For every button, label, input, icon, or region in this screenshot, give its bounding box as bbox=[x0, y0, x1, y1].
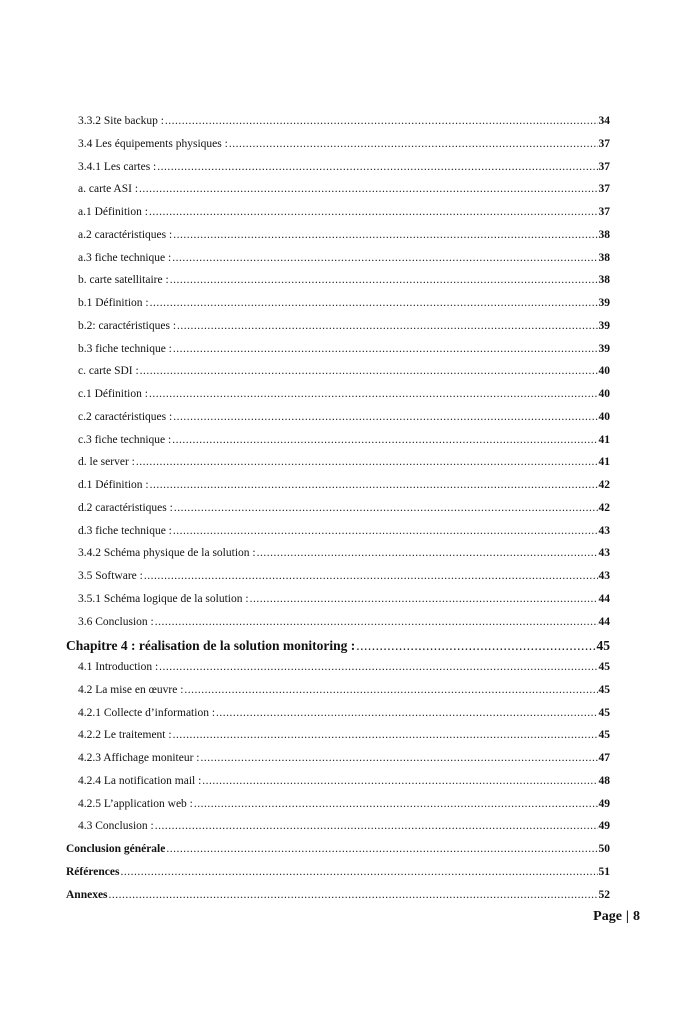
toc-entry-title: 4.2.1 Collecte d’information : bbox=[78, 706, 216, 719]
toc-entry-page: 49 bbox=[598, 797, 610, 810]
toc-entry-page: 37 bbox=[598, 137, 610, 150]
page-separator: | bbox=[625, 909, 629, 924]
toc-entry-title: Références bbox=[66, 865, 120, 878]
toc-entry[interactable] bbox=[66, 206, 610, 229]
toc-entry-page: 45 bbox=[596, 638, 610, 654]
toc-entry-title: 4.2.2 Le traitement : bbox=[78, 729, 172, 742]
dot-leader bbox=[250, 593, 598, 605]
toc-entry-page: 37 bbox=[598, 160, 610, 173]
dot-leader bbox=[144, 570, 598, 582]
toc-entry[interactable] bbox=[66, 388, 610, 411]
toc-entry-page: 45 bbox=[598, 706, 610, 719]
dot-leader bbox=[155, 820, 598, 832]
dot-leader bbox=[150, 479, 598, 491]
toc-entry-title: c.1 Définition : bbox=[78, 388, 148, 400]
toc-entry[interactable] bbox=[66, 752, 610, 775]
toc-entry-title: b.3 fiche technique : bbox=[78, 342, 172, 355]
dot-leader bbox=[356, 638, 595, 654]
dot-leader bbox=[174, 502, 598, 514]
toc-entry[interactable] bbox=[66, 343, 610, 366]
toc-entry-title: 4.1 Introduction : bbox=[78, 661, 159, 673]
dot-leader bbox=[184, 684, 597, 696]
toc-entry-page: 38 bbox=[598, 228, 610, 241]
toc-entry-title: Conclusion générale bbox=[66, 843, 166, 855]
toc-entry-title: b.2: caractéristiques : bbox=[78, 319, 177, 332]
page-footer bbox=[593, 909, 640, 925]
toc-entry[interactable] bbox=[66, 252, 610, 275]
toc-entry-page: 52 bbox=[598, 888, 610, 901]
toc-entry-page: 48 bbox=[598, 774, 610, 787]
toc-entry-page: 44 bbox=[598, 592, 610, 605]
toc-entry-page: 42 bbox=[598, 479, 610, 491]
toc-entry-page: 37 bbox=[598, 183, 610, 196]
toc-entry[interactable] bbox=[66, 616, 610, 639]
toc-entry-title: d.3 fiche technique : bbox=[78, 524, 172, 537]
dot-leader bbox=[177, 320, 597, 332]
toc-entry[interactable] bbox=[66, 707, 610, 730]
dot-leader bbox=[202, 775, 597, 787]
toc-entry-title: 3.6 Conclusion : bbox=[78, 615, 154, 628]
toc-entry[interactable] bbox=[66, 547, 610, 570]
toc-entry-page: 43 bbox=[598, 547, 610, 560]
toc-entry[interactable] bbox=[66, 479, 610, 502]
toc-entry[interactable] bbox=[66, 661, 610, 684]
toc-entry[interactable] bbox=[66, 456, 610, 479]
page-label: Page bbox=[593, 909, 622, 924]
toc-entry-page: 34 bbox=[598, 115, 610, 127]
toc-entry-title: d.1 Définition : bbox=[78, 479, 149, 491]
toc-entry-title: 4.2.4 La notification mail : bbox=[78, 774, 202, 787]
toc-entry-title: a.3 fiche technique : bbox=[78, 251, 172, 264]
toc-entry-title: 4.2.3 Affichage moniteur : bbox=[78, 752, 200, 764]
toc-entry[interactable] bbox=[66, 889, 610, 912]
toc-entry[interactable] bbox=[66, 775, 610, 798]
dot-leader bbox=[229, 138, 598, 150]
toc-entry-title: c.2 caractéristiques : bbox=[78, 410, 173, 423]
dot-leader bbox=[109, 889, 598, 901]
toc-entry[interactable] bbox=[66, 434, 610, 457]
toc-entry[interactable] bbox=[66, 729, 610, 752]
toc-entry-page: 38 bbox=[598, 274, 610, 287]
toc-entry-page: 45 bbox=[598, 683, 610, 696]
dot-leader bbox=[149, 388, 598, 400]
dot-leader bbox=[159, 661, 597, 673]
dot-leader bbox=[139, 183, 597, 195]
table-of-contents bbox=[66, 115, 610, 911]
toc-entry-title: c.3 fiche technique : bbox=[78, 433, 172, 446]
dot-leader bbox=[216, 707, 597, 719]
toc-entry[interactable] bbox=[66, 638, 610, 661]
toc-entry-page: 40 bbox=[598, 388, 610, 400]
dot-leader bbox=[173, 729, 598, 741]
dot-leader bbox=[173, 411, 597, 423]
toc-entry-title: 3.4 Les équipements physiques : bbox=[78, 137, 228, 150]
dot-leader bbox=[157, 161, 597, 173]
dot-leader bbox=[257, 547, 598, 559]
toc-entry-title: a.1 Définition : bbox=[78, 206, 148, 218]
dot-leader bbox=[155, 616, 598, 628]
toc-entry[interactable] bbox=[66, 820, 610, 843]
toc-entry[interactable] bbox=[66, 183, 610, 206]
toc-entry[interactable] bbox=[66, 411, 610, 434]
toc-entry[interactable] bbox=[66, 274, 610, 297]
toc-entry-page: 39 bbox=[598, 342, 610, 355]
toc-entry-page: 43 bbox=[598, 570, 610, 582]
toc-entry-page: 43 bbox=[598, 524, 610, 537]
toc-entry-title: d. le server : bbox=[78, 456, 135, 469]
toc-entry[interactable] bbox=[66, 161, 610, 184]
toc-entry-title: 3.5.1 Schéma logique de la solution : bbox=[78, 592, 249, 605]
toc-entry[interactable] bbox=[66, 684, 610, 707]
dot-leader bbox=[173, 229, 597, 241]
toc-entry[interactable] bbox=[66, 320, 610, 343]
dot-leader bbox=[149, 206, 598, 218]
dot-leader bbox=[173, 343, 598, 355]
toc-entry[interactable] bbox=[66, 525, 610, 548]
toc-entry-page: 40 bbox=[598, 410, 610, 423]
dot-leader bbox=[173, 525, 598, 537]
dot-leader bbox=[165, 115, 598, 127]
toc-entry[interactable] bbox=[66, 866, 610, 889]
toc-entry-title: Chapitre 4 : réalisation de la solution monitoring : bbox=[66, 638, 356, 654]
dot-leader bbox=[140, 365, 598, 377]
page-number: 8 bbox=[633, 909, 640, 924]
toc-entry[interactable] bbox=[66, 229, 610, 252]
toc-entry-title: 3.4.2 Schéma physique de la solution : bbox=[78, 547, 256, 560]
toc-entry-title: a. carte ASI : bbox=[78, 183, 139, 196]
toc-entry[interactable] bbox=[66, 365, 610, 388]
toc-entry-page: 51 bbox=[598, 865, 610, 878]
toc-entry-page: 47 bbox=[598, 752, 610, 764]
toc-entry-page: 39 bbox=[598, 297, 610, 309]
toc-entry-title: b. carte satellitaire : bbox=[78, 274, 169, 287]
dot-leader bbox=[136, 456, 598, 468]
dot-leader bbox=[150, 297, 598, 309]
toc-entry-title: 3.4.1 Les cartes : bbox=[78, 160, 157, 173]
toc-entry[interactable] bbox=[66, 570, 610, 593]
toc-entry-page: 45 bbox=[598, 661, 610, 673]
toc-entry-page: 38 bbox=[598, 251, 610, 264]
toc-entry-title: a.2 caractéristiques : bbox=[78, 228, 173, 241]
dot-leader bbox=[172, 434, 597, 446]
toc-entry-title: Annexes bbox=[66, 888, 108, 901]
toc-entry-page: 40 bbox=[598, 365, 610, 378]
toc-entry-title: 3.3.2 Site backup : bbox=[78, 115, 164, 127]
dot-leader bbox=[194, 798, 598, 810]
toc-entry-title: d.2 caractéristiques : bbox=[78, 501, 173, 514]
toc-entry-title: 4.2.5 L’application web : bbox=[78, 797, 193, 810]
toc-entry[interactable] bbox=[66, 297, 610, 320]
toc-entry-page: 41 bbox=[598, 456, 610, 469]
toc-entry-page: 37 bbox=[598, 206, 610, 218]
dot-leader bbox=[120, 866, 597, 878]
toc-entry[interactable] bbox=[66, 798, 610, 821]
toc-entry-page: 42 bbox=[598, 501, 610, 514]
toc-entry-page: 45 bbox=[598, 729, 610, 742]
toc-entry[interactable] bbox=[66, 502, 610, 525]
dot-leader bbox=[200, 752, 597, 764]
toc-entry-page: 41 bbox=[598, 433, 610, 446]
toc-entry-page: 50 bbox=[598, 843, 610, 855]
toc-entry[interactable] bbox=[66, 843, 610, 866]
toc-entry[interactable] bbox=[66, 138, 610, 161]
toc-entry[interactable] bbox=[66, 115, 610, 138]
toc-entry[interactable] bbox=[66, 593, 610, 616]
toc-entry-title: 3.5 Software : bbox=[78, 570, 143, 582]
toc-entry-page: 39 bbox=[598, 319, 610, 332]
toc-entry-page: 49 bbox=[598, 820, 610, 833]
dot-leader bbox=[166, 843, 597, 855]
toc-entry-title: c. carte SDI : bbox=[78, 365, 139, 378]
toc-entry-title: b.1 Définition : bbox=[78, 297, 149, 309]
toc-entry-title: 4.2 La mise en œuvre : bbox=[78, 683, 184, 696]
dot-leader bbox=[172, 252, 597, 264]
toc-entry-page: 44 bbox=[598, 615, 610, 628]
dot-leader bbox=[170, 274, 598, 286]
toc-entry-title: 4.3 Conclusion : bbox=[78, 820, 154, 833]
